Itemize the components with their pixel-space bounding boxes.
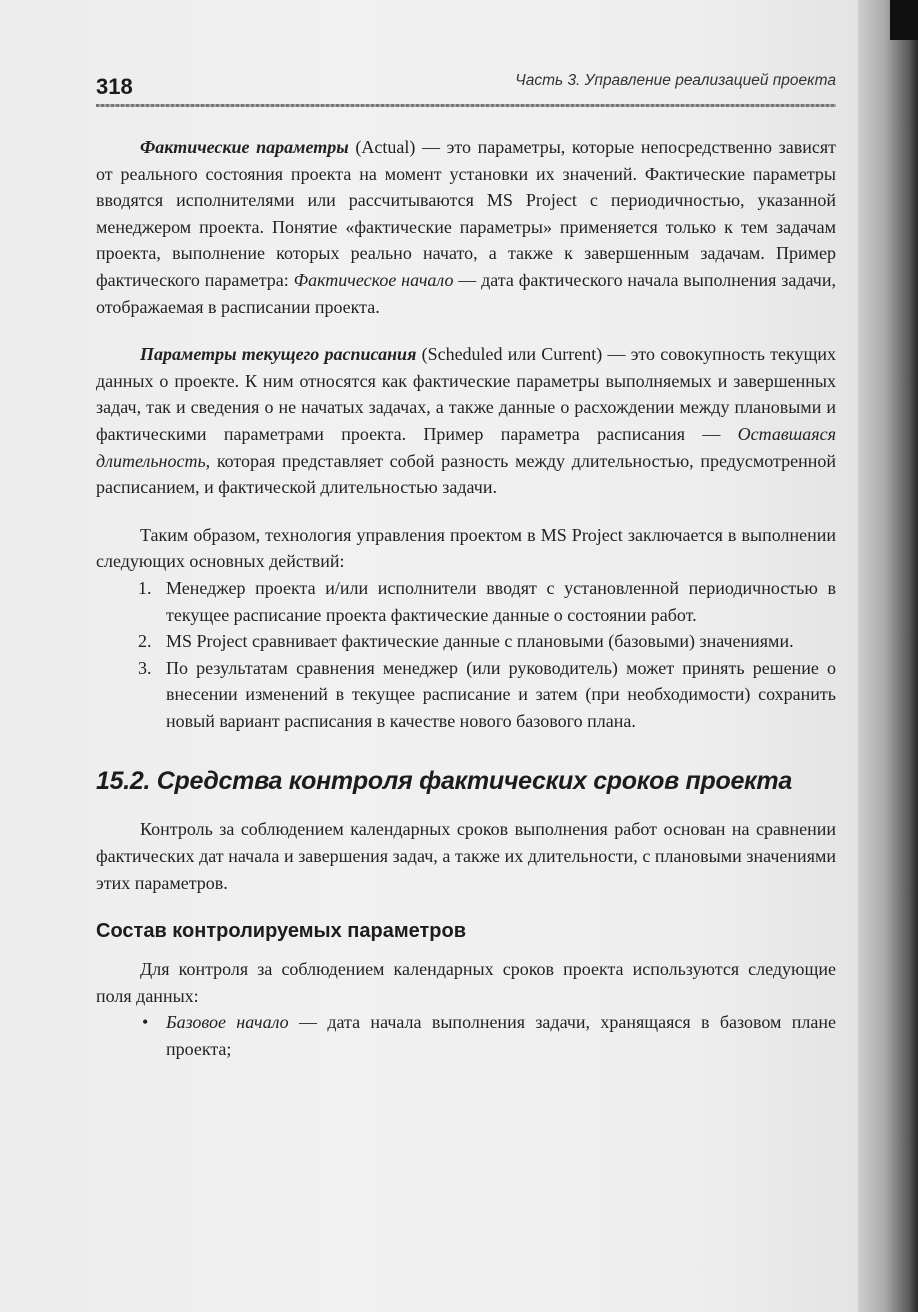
- list-item-text: Менеджер проекта и/или исполнители вводят с установленной периодичностью в текущее расписание проекта фактические данные о состоянии работ.: [166, 577, 836, 625]
- spacer: [96, 320, 836, 341]
- section-heading: 15.2. Средства контроля фактических сроков проекта: [96, 767, 792, 796]
- paragraph-control: Контроль за соблюдением календарных сроков выполнения работ основан на сравнении фактических дат начала и завершения задач, а также их длительности, с плановыми значениями этих параметров.: [96, 819, 836, 893]
- list-number: 3.: [138, 657, 152, 678]
- page-header: [96, 66, 836, 104]
- header-rule: [96, 104, 836, 107]
- paragraph-fields: Для контроля за соблюдением календарных сроков проекта используются следующие поля данных:: [96, 959, 836, 1006]
- bullet-marker: •: [142, 1012, 149, 1033]
- list-item-text: По результатам сравнения менеджер (или руководитель) может принять решение о внесении изменений в текущее расписание и затем (при необходимости) сохранить новый вариант расписания в качестве нового базового плана.: [166, 657, 836, 731]
- subsection-heading: Состав контролируемых параметров: [96, 920, 467, 943]
- term-current-schedule: Параметры текущего расписания: [140, 344, 417, 365]
- paragraph-actual-parameters: [96, 134, 836, 320]
- page-body: [96, 134, 836, 1063]
- list-item: [96, 575, 836, 628]
- book-binding: [858, 0, 918, 1312]
- paragraph-technology: Таким образом, технология управления проектом в MS Project заключается в выполнении следующих основных действий:: [96, 524, 836, 572]
- list-item-text: — дата начала выполнения задачи, хранящаяся в базовом плане проекта;: [166, 1012, 836, 1060]
- spacer: [96, 501, 836, 522]
- page-number: 318: [96, 74, 133, 99]
- paragraph-text: , которая представляет собой разность между длительностью, предусмотренной расписанием, и фактической длительностью задачи.: [96, 450, 836, 498]
- list-number: 1.: [138, 577, 152, 598]
- list-item: [96, 628, 836, 655]
- example-actual-start: Фактическое начало: [293, 269, 454, 290]
- paragraph-text: — дата фактического начала выполнения задачи, отображаемая в расписании проекта.: [96, 269, 836, 317]
- list-item: [96, 655, 836, 735]
- fields-list: [96, 1009, 836, 1062]
- paragraph-text: (Scheduled или Current) — это совокупность текущих данных о проекте. К ним относятся как фактические параметры выполняемых и завершенных задач, так и сведения о не начатых задачах, а также данные о расхождении между плановыми и фактическими параметрами проекта. Пример параметра расписания —: [96, 344, 836, 444]
- list-number: 2.: [138, 631, 152, 652]
- steps-list: [96, 575, 836, 735]
- list-item: [96, 1009, 836, 1062]
- paragraph-current-schedule: [96, 341, 836, 501]
- binding-shadow: [890, 0, 918, 40]
- paragraph-text: (Actual) — это параметры, которые непосредственно зависят от реального состояния проекта на момент установки их значений. Фактические параметры вводятся исполнителями или рассчитываются MS Project с периодичностью, указанной менеджером проекта. Понятие «фактические параметры» применяется только к тем задачам проекта, выполнение которых реально начато, а также к завершенным задачам. Пример фактического параметра:: [96, 137, 836, 290]
- term-baseline-start: Базовое начало: [166, 1012, 289, 1033]
- running-head: Часть 3. Управление реализацией проекта: [515, 72, 836, 89]
- example-remaining-duration: Оставшаяся длительность: [96, 423, 836, 471]
- term-actual-parameters: Фактические параметры: [140, 137, 349, 157]
- list-item-text: MS Project сравнивает фактические данные с плановыми (базовыми) значениями.: [166, 631, 794, 652]
